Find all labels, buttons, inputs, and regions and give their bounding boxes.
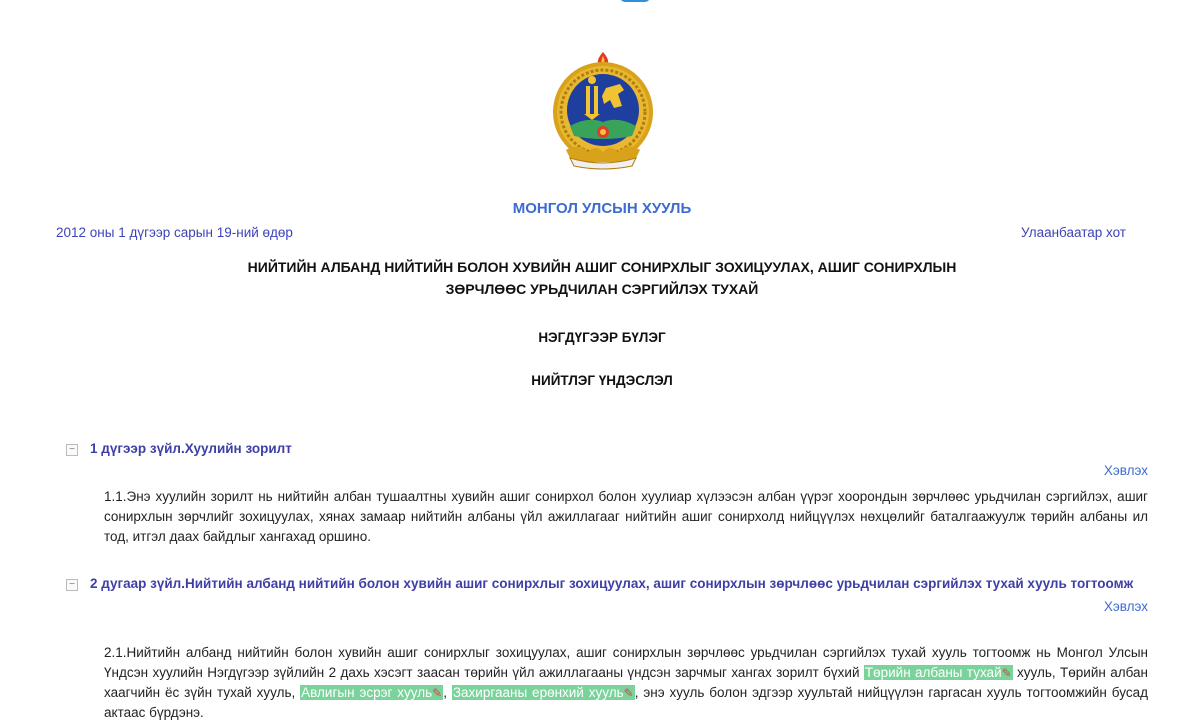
law-link-civil-service[interactable] xyxy=(864,665,1013,680)
chapter-title: НИЙТЛЭГ ҮНДЭСЛЭЛ xyxy=(531,373,673,388)
collapse-article-1-icon[interactable]: − xyxy=(66,444,78,456)
link-marker-icon: ✎ xyxy=(1001,666,1012,680)
article-2-text-part1: 2.1.Нийтийн албанд нийтийн болон хувийн ашиг сонирхлыг зохицуулах, ашиг сонирхлын зөрчлөөс урьдчилан сэргийлэх тухай хууль тогтоомж нь Монгол Улсын Үндсэн хуулийн Нэгдүгээр зүйлийн 2 дахь хэсэгт заасан төрийн үйл ажиллагааны үндсэн зарчмыг хангах зорилт бүхий xyxy=(104,645,1148,680)
article-1-text: 1.1.Энэ хуулийн зорилт нь нийтийн албан тушаалтны хувийн ашиг сонирхол болон хуулиар хүлээсэн албан үүрэг хоорондын зөрчлөөс урьдчилан сэргийлэх, ашиг сонирхлын зөрчлийг зохицуулах, хянах замаар нийтийн албаны үйл ажиллагааг нийтийн ашиг сонирхолд нийцүүлэх нөхцөлийг баталгаажуулж төрийн албаны ил тод, итгэл даах байдлыг хангахад оршино. xyxy=(104,489,1148,544)
law-date: 2012 оны 1 дүгээр сарын 19-ний өдөр xyxy=(56,225,293,240)
law-link-anti-corruption[interactable] xyxy=(300,685,443,700)
article-2-text-part2: хууль, Төрийн албан хаагчийн ёс зүйн тухай хууль, xyxy=(104,665,1148,700)
article-2-text xyxy=(104,643,1148,723)
article-2-text-part3: , xyxy=(443,685,452,700)
collapse-article-2-icon[interactable]: − xyxy=(66,579,78,591)
law-title-line2: ЗӨРЧЛӨӨС УРЬДЧИЛАН СЭРГИЙЛЭХ ТУХАЙ xyxy=(445,281,759,297)
link-marker-icon: ✎ xyxy=(432,686,443,700)
article-2-heading: 2 дугаар зүйл.Нийтийн албанд нийтийн болон хувийн ашиг сонирхлыг зохицуулах, ашиг сонирхлын зөрчлөөс урьдчилан сэргийлэх тухай хууль тогтоомж xyxy=(90,576,1134,591)
print-article-2-link[interactable]: Хэвлэх xyxy=(1103,599,1148,614)
law-place: Улаанбаатар хот xyxy=(1021,225,1126,240)
law-link-anti-corruption-label: Авлигын эсрэг хууль xyxy=(301,685,433,700)
law-link-general-administrative[interactable] xyxy=(452,685,635,700)
print-article-1-link[interactable]: Хэвлэх xyxy=(1103,463,1148,478)
top-menu-tab[interactable] xyxy=(620,0,650,2)
state-emblem xyxy=(548,50,658,172)
article-2-text-part4: , энэ хууль болон эдгээр хуультай нийцүүлэн гаргасан хууль тогтоомжийн бусад актаас бүрдэнэ. xyxy=(104,685,1148,720)
law-title-line1: НИЙТИЙН АЛБАНД НИЙТИЙН БОЛОН ХУВИЙН АШИГ СОНИРХЛЫГ ЗОХИЦУУЛАХ, АШИГ СОНИРХЛЫН xyxy=(247,259,957,275)
link-marker-icon: ✎ xyxy=(623,686,634,700)
law-link-civil-service-label: Төрийн албаны тухай xyxy=(864,665,1002,680)
law-heading: МОНГОЛ УЛСЫН ХУУЛЬ xyxy=(512,200,692,217)
article-1-heading: 1 дүгээр зүйл.Хуулийн зорилт xyxy=(90,441,292,456)
law-title xyxy=(0,256,1204,300)
chapter-number: НЭГДҮГЭЭР БҮЛЭГ xyxy=(538,330,666,345)
law-link-general-administrative-label: Захиргааны ерөнхий хууль xyxy=(452,685,624,700)
